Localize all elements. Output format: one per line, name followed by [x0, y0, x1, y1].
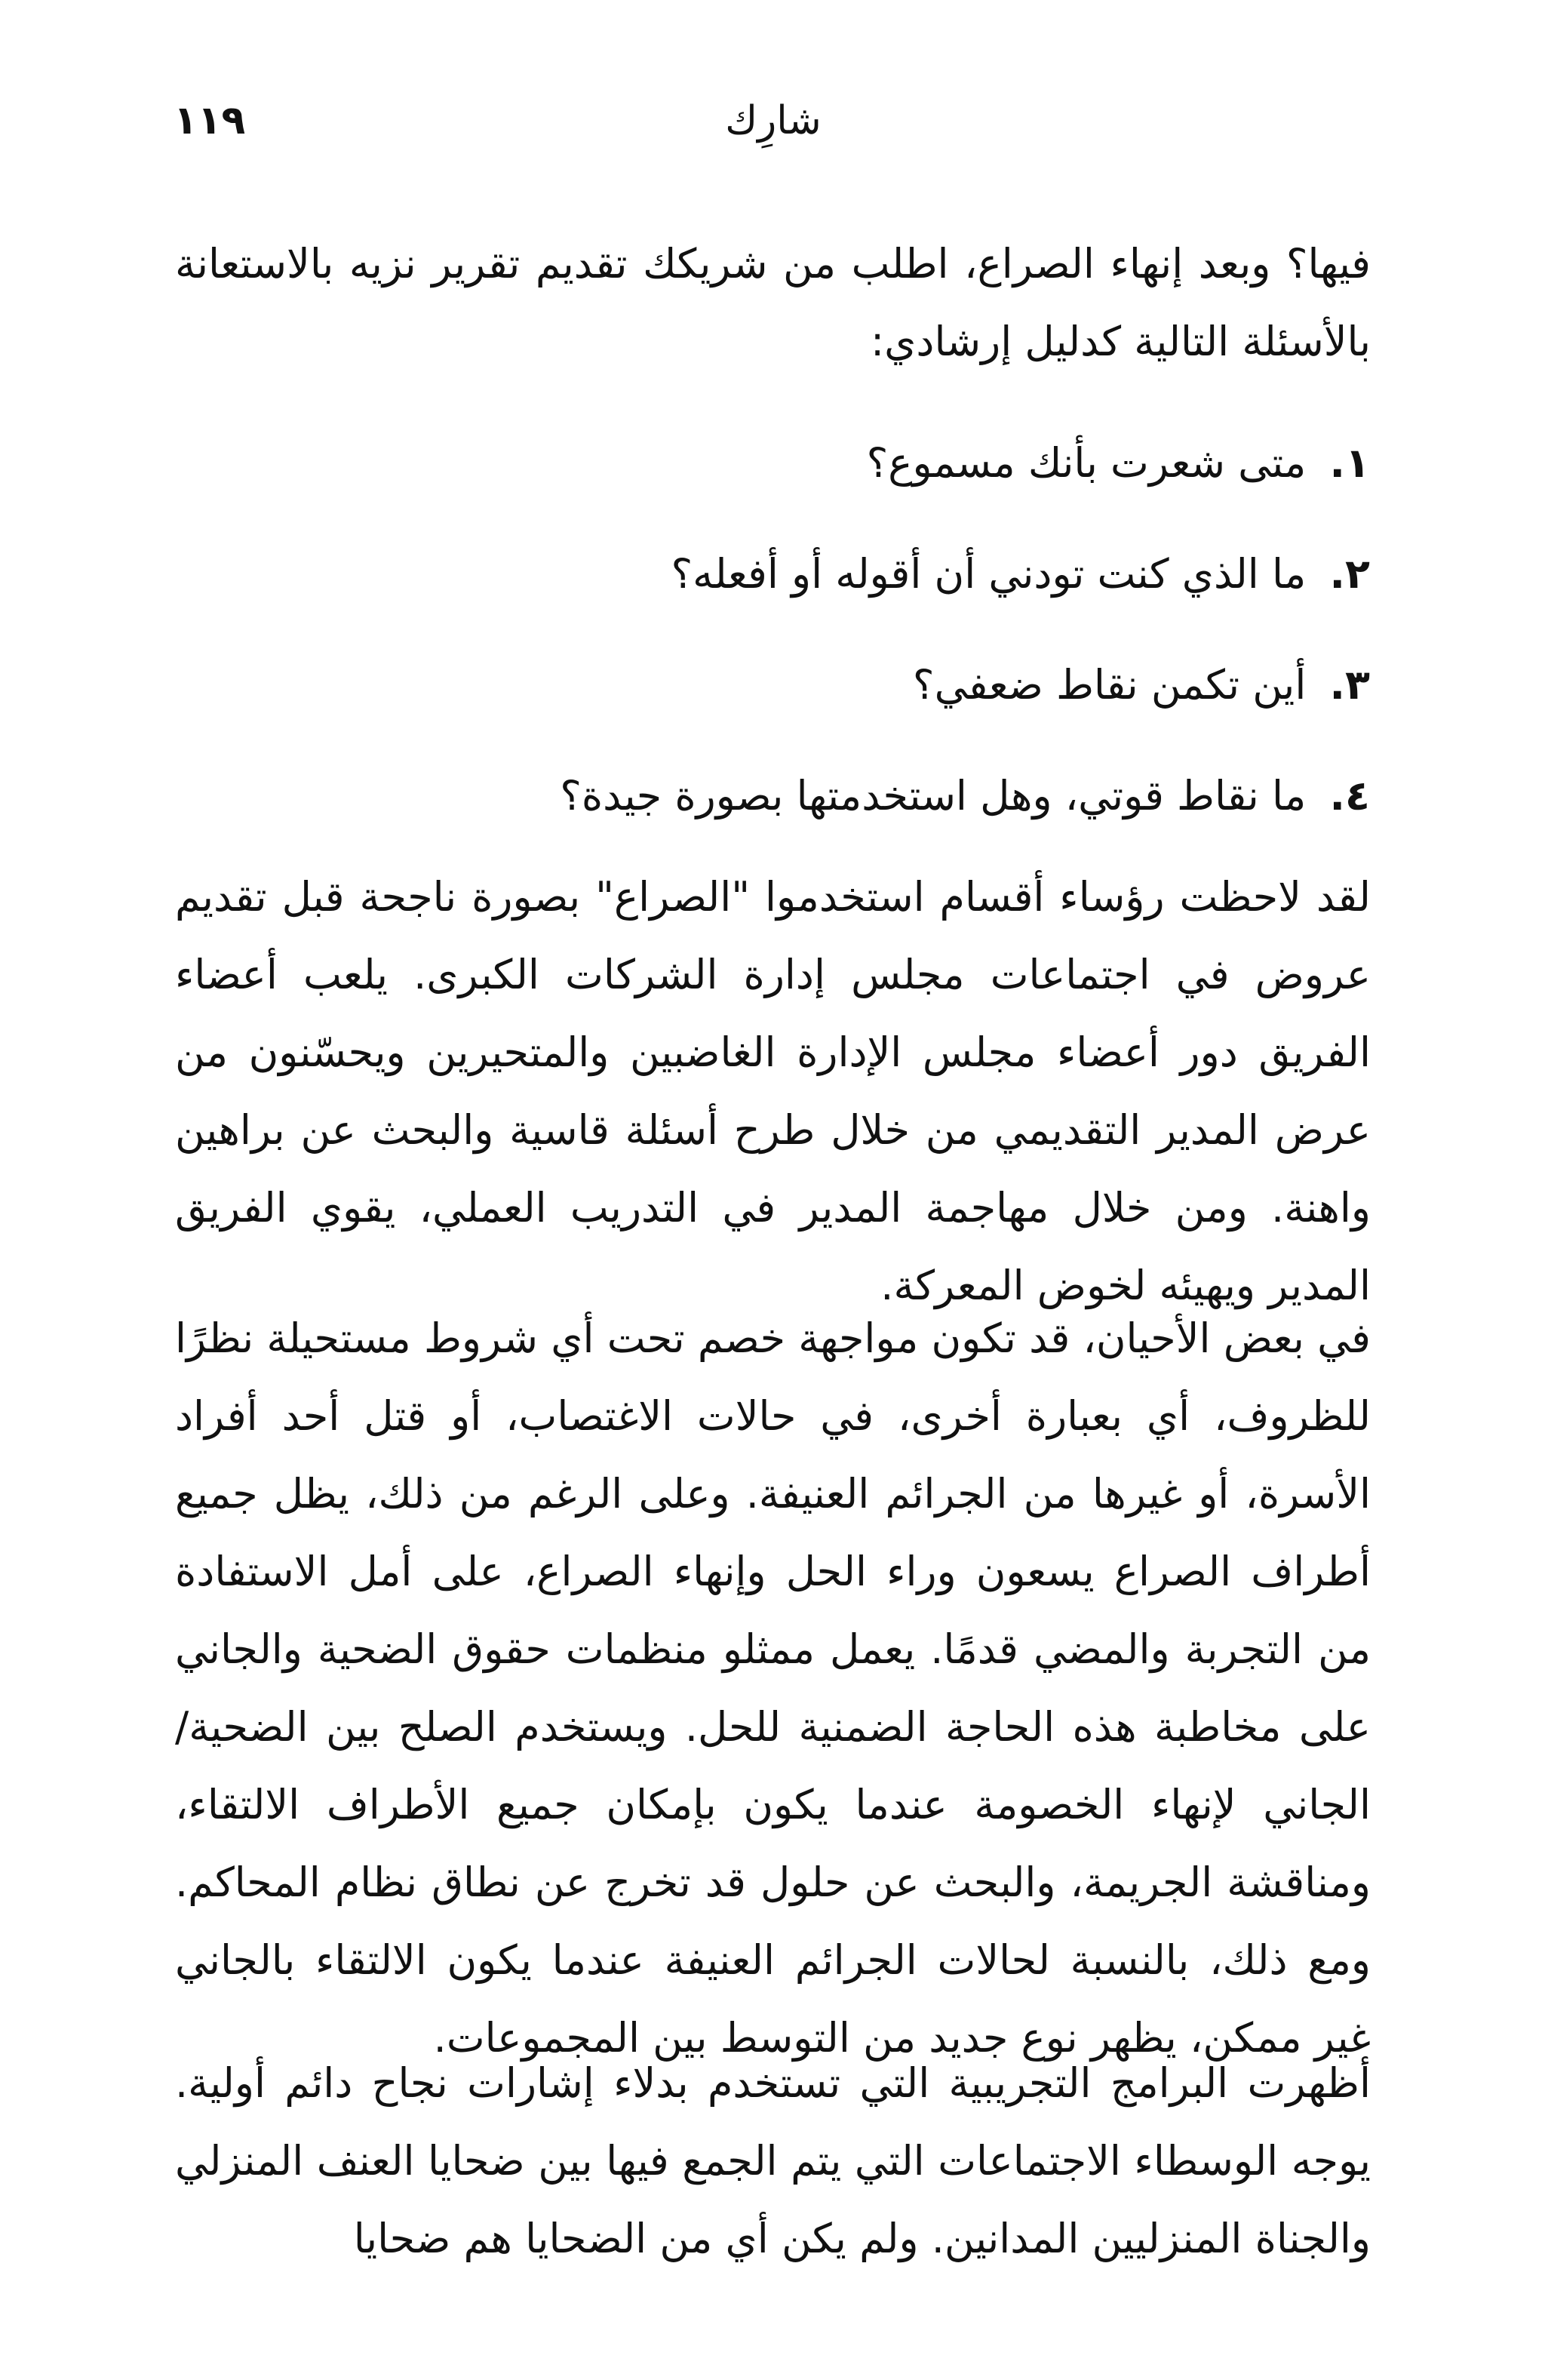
list-item: [174, 518, 1370, 629]
chapter-title: شارِك: [725, 98, 822, 143]
running-head: [174, 98, 1373, 166]
intro-text: فيها؟ وبعد إنهاء الصراع، اطلب من شريكك تقديم تقرير نزيه بالاستعانة بالأسئلة التالية كدليل إرشادي:: [175, 240, 1371, 365]
list-item-text: متى شعرت بأنك مسموع؟: [866, 439, 1307, 487]
list-item-number: ١.: [1329, 439, 1370, 487]
list-item-text: ما الذي كنت تودني أن أقوله أو أفعله؟: [671, 550, 1307, 598]
list-item-text: أين تكمن نقاط ضعفي؟: [912, 661, 1307, 709]
body-paragraph: [175, 2044, 1371, 2277]
page-number: ١١٩: [174, 98, 246, 143]
paragraph-text: لقد لاحظت رؤساء أقسام استخدموا "الصراع" بصورة ناجحة قبل تقديم عروض في اجتماعات مجلس إدارة الشركات الكبرى. يلعب أعضاء الفريق دور أعضاء مجلس الإدارة الغاضبين والمتحيرين ويحسّنون من عرض المدير التقديمي من خلال طرح أسئلة قاسية والبحث عن براهين واهنة. ومن خلال مهاجمة المدير في التدريب العملي، يقوي الفريق المدير ويهيئه لخوض المعركة.: [175, 873, 1371, 1309]
paragraph-text: في بعض الأحيان، قد تكون مواجهة خصم تحت أي شروط مستحيلة نظرًا للظروف، أي بعبارة أخرى، في حالات الاغتصاب، أو قتل أحد أفراد الأسرة، أو غيرها من الجرائم العنيفة. وعلى الرغم من ذلك، يظل جميع أطراف الصراع يسعون وراء الحل وإنهاء الصراع، على أمل الاستفادة من التجربة والمضي قدمًا. يعمل ممثلو منظمات حقوق الضحية والجاني على مخاطبة هذه الحاجة الضمنية للحل. ويستخدم الصلح بين الضحية/الجاني لإنهاء الخصومة عندما يكون بإمكان جميع الأطراف الالتقاء، ومناقشة الجريمة، والبحث عن حلول قد تخرج عن نطاق نظام المحاكم. ومع ذلك، بالنسبة لحالات الجرائم العنيفة عندما يكون الالتقاء بالجاني غير ممكن، يظهر نوع جديد من التوسط بين المجموعات.: [175, 1315, 1371, 2062]
body-paragraph: [175, 1299, 1371, 2077]
list-item: [174, 740, 1370, 851]
list-item-number: ٣.: [1329, 661, 1370, 709]
list-item-number: ٤.: [1329, 772, 1370, 819]
list-item: [174, 629, 1370, 740]
paragraph-text: أظهرت البرامج التجريبية التي تستخدم بدلاء إشارات نجاح دائم أولية. يوجه الوسطاء الاجتماعات التي يتم الجمع فيها بين ضحايا العنف المنزلي والجناة المنزليين المدانين. ولم يكن أي من الضحايا هم ضحايا: [175, 2059, 1371, 2262]
list-item-number: ٢.: [1329, 550, 1370, 598]
intro-paragraph: [175, 225, 1371, 380]
questions-list: [174, 407, 1370, 851]
body-paragraph: [175, 858, 1371, 1324]
list-item-text: ما نقاط قوتي، وهل استخدمتها بصورة جيدة؟: [560, 772, 1307, 819]
list-item: [174, 407, 1370, 518]
